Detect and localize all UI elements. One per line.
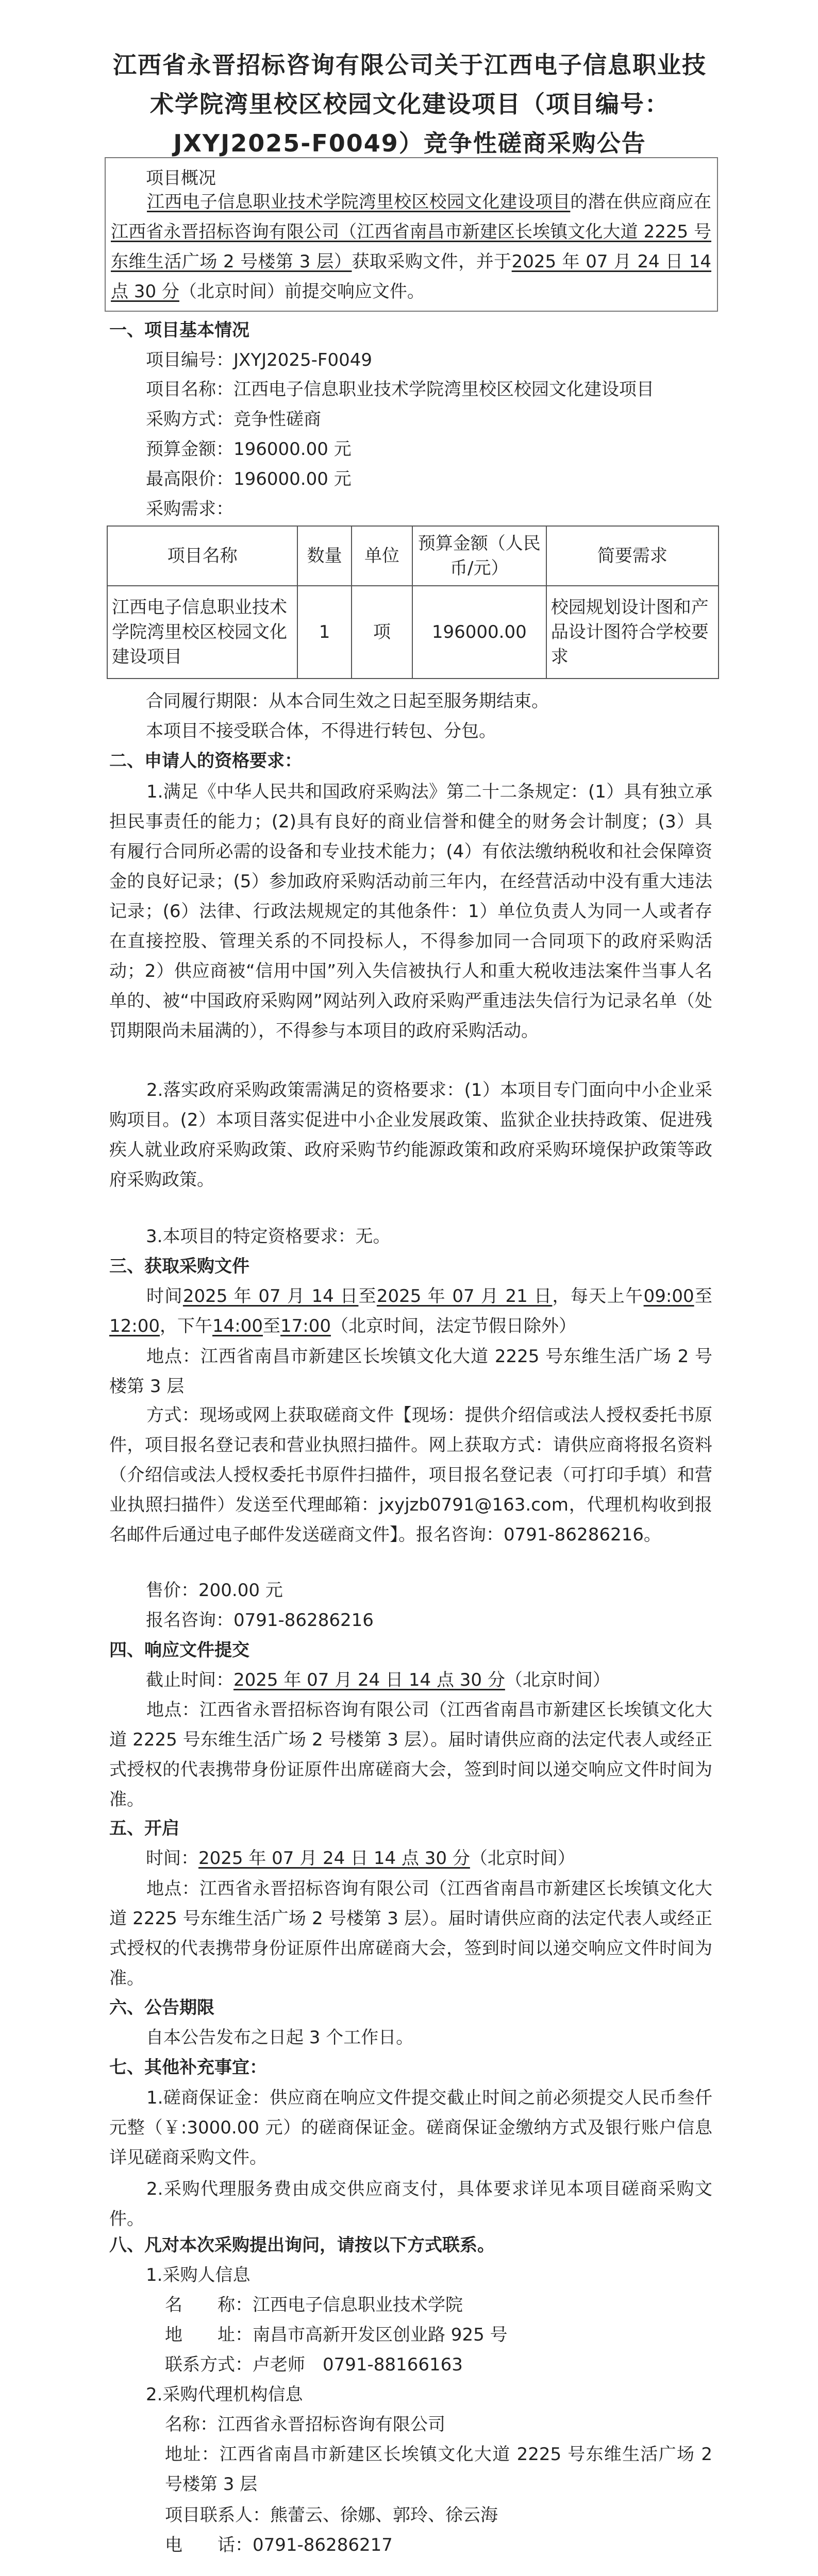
- overview-deadline: 2025 年 07 月 24 日 14 点 30 分: [111, 251, 712, 302]
- purchaser-name: 名 称：江西电子信息职业技术学院: [165, 2295, 463, 2315]
- section-7-heading: 七、其他补充事宜：: [109, 2057, 267, 2078]
- opening-place: 地点：江西省永晋招标咨询有限公司（江西省南昌市新建区长埃镇文化大道 2225 号东维生活广场 2 号楼第 3 层）。届时请供应商的法定代表人或经正式授权的代表携带身份证原件出席磋商大会，签到时间以递交响应文件时间为准。: [109, 1878, 712, 1989]
- header-budget: 预算金额（人民币/元）: [412, 526, 546, 586]
- no-consortium-note: 本项目不接受联合体，不得进行转包、分包。: [146, 721, 496, 741]
- overview-project-name: 江西电子信息职业技术学院湾里校区校园文化建设项目: [147, 192, 571, 212]
- document-price: 售价：200.00 元: [146, 1580, 283, 1601]
- qualification-2: 2.落实政府采购政策需满足的资格要求：(1）本项目专门面向中小企业采购项目。(2）本项目落实促进中小企业发展政策、监狱企业扶持政策、促进残疾人就业政府采购政策、政府采购节约能源政策和政府采购环境保护政策等政府采购政策。: [109, 1080, 712, 1190]
- qualification-1: 1.满足《中华人民共和国政府采购法》第二十二条规定：(1）具有独立承担民事责任的能力；(2)具有良好的商业信誉和健全的财务会计制度；(3）具有履行合同所必需的设备和专业技术能力；(4）有依法缴纳税收和社会保障资金的良好记录；(5）参加政府采购活动前三年内，在经营活动中没有重大违法记录；(6）法律、行政法规规定的其他条件：1）单位负责人为同一人或者存在直接控股、管理关系的不同投标人，不得参加同一合同项下的政府采购活动；2）供应商被“信用中国”列入失信被执行人和重大税收违法案件当事人名单的、被“中国政府采购网”网站列入政府采购严重违法失信行为记录名单（处罚期限尚未届满的），不得参与本项目的政府采购活动。: [109, 782, 712, 1041]
- submission-deadline: 截止时间：2025 年 07 月 24 日 14 点 30 分（北京时间）: [146, 1670, 610, 1690]
- section-1-heading: 一、项目基本情况: [109, 320, 249, 341]
- cell-project-name: 江西电子信息职业技术学院湾里校区校园文化建设项目: [107, 586, 297, 679]
- qualification-3: 3.本项目的特定资格要求：无。: [146, 1226, 391, 1247]
- header-quantity: 数量: [297, 526, 352, 586]
- deposit-note: 1.磋商保证金：供应商在响应文件提交截止时间之前必须提交人民币叁仟元整（￥:3000.00 元）的磋商保证金。磋商保证金缴纳方式及银行账户信息详见磋商采购文件。: [109, 2088, 712, 2168]
- acquisition-place: 地点：江西省南昌市新建区长埃镇文化大道 2225 号东维生活广场 2 号楼第 3 层: [109, 1346, 712, 1397]
- cell-unit: 项: [352, 586, 412, 679]
- agency-contact-people: 项目联系人：熊蕾云、徐娜、郭玲、徐云海: [165, 2505, 498, 2526]
- purchaser-info-heading: 1.采购人信息: [146, 2265, 251, 2285]
- demand-table: [107, 526, 719, 679]
- section-2-heading: 二、申请人的资格要求：: [109, 751, 302, 771]
- agency-name: 名称：江西省永晋招标咨询有限公司: [165, 2414, 445, 2435]
- section-6-heading: 六、公告期限: [109, 1997, 214, 2018]
- procurement-method: 采购方式：竞争性磋商: [146, 409, 321, 430]
- agency-phone: 电 话：0791-86286217: [165, 2535, 393, 2555]
- table-row: [107, 586, 719, 679]
- cell-budget: 196000.00: [412, 586, 546, 679]
- acquisition-time: 时间2025 年 07 月 14 日至2025 年 07 月 21 日，每天上午09:00至12:00，下午14:00至17:00（北京时间，法定节假日除外）: [109, 1286, 713, 1336]
- demand-table-header-row: [107, 526, 719, 586]
- opening-time: 时间：2025 年 07 月 24 日 14 点 30 分（北京时间）: [146, 1848, 575, 1869]
- section-8-heading: 八、凡对本次采购提出询问，请按以下方式联系。: [109, 2235, 495, 2256]
- section-4-heading: 四、响应文件提交: [109, 1640, 249, 1660]
- acquisition-method: 方式：现场或网上获取磋商文件【现场：提供介绍信或法人授权委托书原件，项目报名登记表和营业执照扫描件。网上获取方式：请供应商将报名资料（介绍信或法人授权委托书原件扫描件，项目报名登记表（可打印手填）和营业执照扫描件）发送至代理邮箱：jxyjzb0791@163.com，代理机构收到报名邮件后通过电子邮件发送磋商文件】。报名咨询：0791-86286216。: [109, 1405, 712, 1545]
- project-name: 项目名称：江西电子信息职业技术学院湾里校区校园文化建设项目: [146, 379, 654, 400]
- announcement-title: 江西省永晋招标咨询有限公司关于江西电子信息职业技术学院湾里校区校园文化建设项目（项目编号：JXYJ2025-F0049）竞争性磋商采购公告: [113, 51, 707, 157]
- agency-address: 地址：江西省南昌市新建区长埃镇文化大道 2225 号东维生活广场 2 号楼第 3 层: [165, 2444, 712, 2495]
- header-project-name: 项目名称: [107, 526, 297, 586]
- max-price: 最高限价：196000.00 元: [146, 469, 352, 489]
- cell-quantity: 1: [297, 586, 352, 679]
- overview-heading: 项目概况: [146, 168, 216, 189]
- registration-consult: 报名咨询：0791-86286216: [146, 1610, 374, 1631]
- header-brief-demand: 简要需求: [546, 526, 719, 586]
- budget-amount: 预算金额：196000.00 元: [146, 439, 352, 460]
- submission-place: 地点：江西省永晋招标咨询有限公司（江西省南昌市新建区长埃镇文化大道 2225 号东维生活广场 2 号楼第 3 层）。届时请供应商的法定代表人或经正式授权的代表携带身份证原件出席磋商大会，签到时间以递交响应文件时间为准。: [109, 1700, 712, 1810]
- agency-info-heading: 2.采购代理机构信息: [146, 2384, 303, 2405]
- procurement-demand-label: 采购需求：: [146, 499, 233, 519]
- purchaser-address: 地 址：南昌市高新开发区创业路 925 号: [165, 2325, 508, 2345]
- section-5-heading: 五、开启: [109, 1818, 179, 1839]
- agency-fee-note: 2.采购代理服务费由成交供应商支付，具体要求详见本项目磋商采购文件。: [109, 2179, 712, 2229]
- purchaser-contact: 联系方式：卢老师 0791-88166163: [165, 2354, 463, 2375]
- overview-agency-address: 江西省永晋招标咨询有限公司（江西省南昌市新建区长埃镇文化大道 2225 号东维生活广场 2 号楼第 3 层）: [111, 222, 711, 272]
- contract-period: 合同履行期限：从本合同生效之日起至服务期结束。: [146, 691, 549, 711]
- cell-brief-demand: 校园规划设计图和产品设计图符合学校要求: [546, 586, 719, 679]
- announcement-period: 自本公告发布之日起 3 个工作日。: [146, 2027, 414, 2048]
- header-unit: 单位: [352, 526, 412, 586]
- section-3-heading: 三、获取采购文件: [109, 1256, 249, 1277]
- project-number: 项目编号：JXYJ2025-F0049: [146, 350, 372, 370]
- overview-text: 江西电子信息职业技术学院湾里校区校园文化建设项目的潜在供应商应在江西省永晋招标咨询有限公司（江西省南昌市新建区长埃镇文化大道 2225 号东维生活广场 2 号楼第 3 层）获取采购文件，并于2025 年 07 月 24 日 14 点 30 分（北京时间）前提交响应文件。: [111, 192, 712, 302]
